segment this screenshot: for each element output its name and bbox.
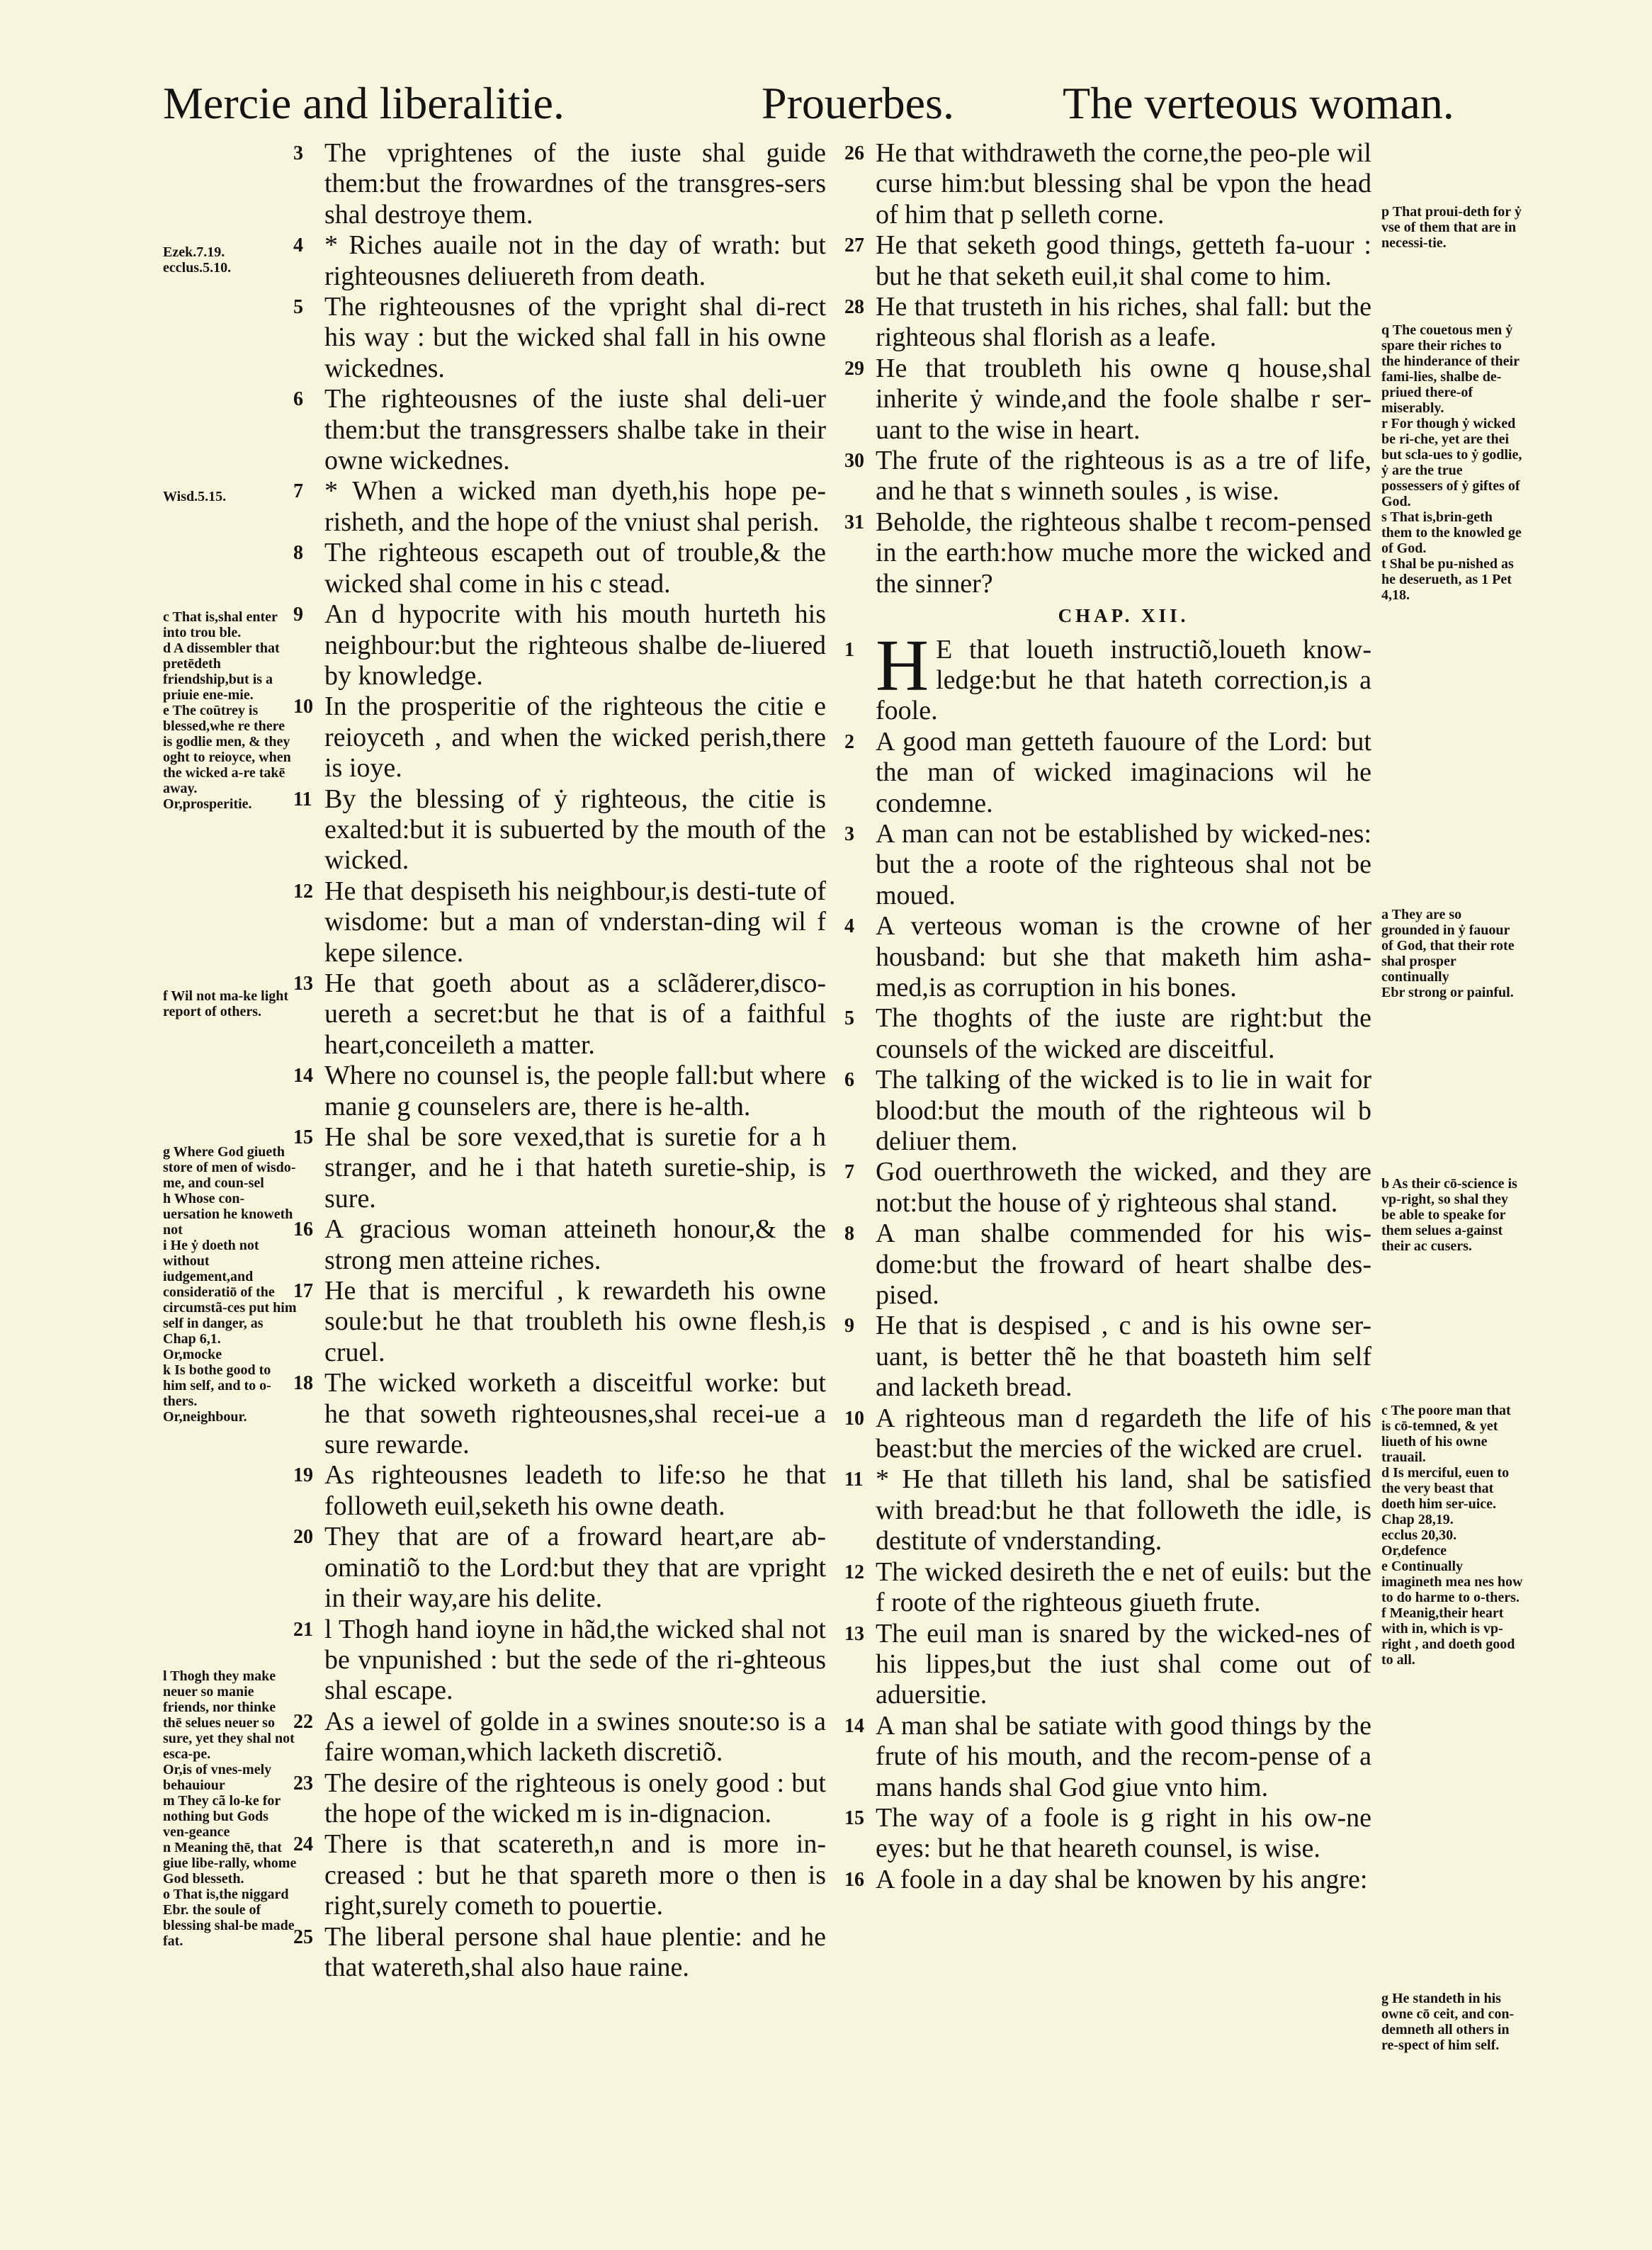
verse-number: 6 [844, 1069, 854, 1092]
margin-note: p That proui-deth for ẏ vse of them that are in necessi-tie. [1381, 204, 1522, 251]
verse-number: 29 [844, 357, 864, 380]
verse-number: 26 [844, 142, 864, 164]
verse [293, 1829, 826, 1921]
verse-number: 16 [844, 1868, 864, 1891]
running-head-left: Mercie and liberalitie. [163, 78, 565, 128]
verse [293, 538, 826, 599]
running-head-book: Prouerbes. [762, 78, 954, 128]
verse-text: The talking of the wicked is to lie in wait for blood:but the mouth of the righteous wil b deliuer them. [876, 1065, 1371, 1156]
verse-text: As a iewel of golde in a swines snoute:so is a faire woman,which lacketh discretiõ. [324, 1706, 826, 1768]
verse-text: E that loueth instructiõ,loueth know-ledge:but he that hateth correction,is a foole. [876, 634, 1371, 726]
verse-number: 3 [844, 822, 854, 845]
verse [293, 230, 826, 292]
verse-text: A man shal be satiate with good things by the frute of his mouth, and the recom-pense of a mans hands shal God giue vnto him. [876, 1710, 1371, 1802]
verse-text: He that is despised , c and is his owne ser-uant, is better thẽ he that boasteth him self and lacketh bread. [876, 1311, 1371, 1403]
verse-number: 5 [844, 1007, 854, 1030]
verse-text: He that goeth about as a sclãderer,disco-uereth a secret:but he that is of a faithful heart,conceileth a matter. [324, 968, 826, 1060]
verse [293, 1214, 826, 1276]
verse [293, 1276, 826, 1368]
verse [844, 1556, 1371, 1619]
margin-note: g Where God giueth store of men of wisdo-me, and coun-sel h Whose con-uersation he knoweth not i He ẏ doeth not without iudgement,and consideratiō of the circumstã-ces put him self in danger, as Chap 6,1. Or,mocke k Is bothe good to him self, and to o-thers. Or,neighbour. [163, 1144, 297, 1425]
verse-text: He that withdraweth the corne,the peo-ple wil curse him:but blessing shal be vpon the head of him that p selleth corne. [876, 138, 1371, 230]
margin-note: q The couetous men ẏ spare their riches to the hinderance of their fami-lies, shalbe de-priued there-of miserably. r For though ẏ wicked be ri-che, yet are thei but scla-ues to ẏ godlie, ẏ are the true possessers of ẏ giftes of God. s That is,brin-geth them to the knowled ge of God. t Shal be pu-nished as he deserueth, as 1 Pet 4,18. [1381, 322, 1522, 603]
verse [844, 726, 1371, 819]
verse-number: 7 [293, 480, 303, 503]
verse-text: The euil man is snared by the wicked-nes of his lippes,but the iust shal come out of aduersitie. [876, 1618, 1371, 1710]
text-column-left [293, 138, 826, 1983]
verse-text: * When a wicked man dyeth,his hope pe-risheth, and the hope of the vniust shal perish. [324, 476, 826, 537]
verse-number: 17 [293, 1280, 313, 1303]
verse-number: 7 [844, 1161, 854, 1184]
verse [844, 1403, 1371, 1465]
verse-text: They that are of a froward heart,are ab-ominatiõ to the Lord:but they that are vpright in their way,are his delite. [324, 1522, 826, 1614]
verse-number: 23 [293, 1772, 313, 1794]
margin-note: b As their cō-science is vp-right, so shal they be able to speake for them selues a-gainst their ac cusers. [1381, 1176, 1517, 1254]
verse [293, 1061, 826, 1122]
verse [293, 476, 826, 538]
verse [844, 1710, 1371, 1803]
verse [293, 784, 826, 876]
verse [293, 876, 826, 968]
chapter-12-verses [844, 726, 1371, 1895]
margin-note: c That is,shal enter into trou ble. d A dissembler that pretēdeth friendship,but is a priuie ene-mie. e The coūtrey is blessed,whe re there is godlie men, & they oght to reioyce, when the wicked a-re takē away. Or,prosperitie. [163, 609, 291, 812]
verse-number: 13 [844, 1622, 864, 1645]
verse-text: He that despiseth his neighbour,is desti-tute of wisdome: but a man of vnderstan-ding wil f kepe silence. [324, 876, 826, 968]
verse-number: 22 [293, 1710, 313, 1733]
verse [293, 1122, 826, 1214]
verse-text: * He that tilleth his land, shal be satisfied with bread:but he that followeth the idle, is destitute of vnderstanding. [876, 1464, 1371, 1556]
verse [293, 292, 826, 384]
verse [844, 1864, 1371, 1895]
verse-text: l Thogh hand ioyne in hãd,the wicked shal not be vnpunished : but the sede of the ri-ghteous shal escape. [324, 1614, 826, 1706]
verse-number: 9 [293, 604, 303, 626]
verse [844, 292, 1371, 354]
verse [844, 1157, 1371, 1219]
verse-number: 19 [293, 1464, 313, 1487]
verse [844, 138, 1371, 230]
verse [293, 1921, 826, 1984]
verse-text: The righteous escapeth out of trouble,& the wicked shal come in his c stead. [324, 538, 826, 599]
verse-text: A foole in a day shal be knowen by his angre: [876, 1864, 1368, 1894]
verse-text: The way of a foole is g right in his ow-ne eyes: but he that heareth counsel, is wise. [876, 1802, 1371, 1864]
verse-number: 2 [844, 730, 854, 753]
verse-text: Beholde, the righteous shalbe t recom-pensed in the earth:how muche more the wicked and the sinner? [876, 507, 1371, 599]
verse [293, 1460, 826, 1522]
verse-number: 1 [844, 638, 854, 661]
verse-number: 4 [293, 234, 303, 257]
verse-text: The thoghts of the iuste are right:but the counsels of the wicked are disceitful. [876, 1003, 1371, 1064]
verse-number: 15 [844, 1807, 864, 1829]
verse-number: 27 [844, 234, 864, 257]
verse-text: A gracious woman atteineth honour,& the strong men atteine riches. [324, 1214, 826, 1275]
verse-text: In the prosperitie of the righteous the citie e reioyceth , and when the wicked perish,there is ioye. [324, 691, 826, 784]
verse-text: Where no counsel is, the people fall:but where manie g counselers are, there is he-alth. [324, 1061, 826, 1121]
verse [844, 624, 1371, 727]
verse-number: 14 [293, 1065, 313, 1087]
verse [844, 1618, 1371, 1711]
verse [293, 1614, 826, 1707]
verse-text: He that trusteth in his riches, shal fall: but the righteous shal florish as a leafe. [876, 292, 1371, 353]
verse [293, 1706, 826, 1768]
verse-text: He shal be sore vexed,that is suretie for a h stranger, and he i that hateth suretie-ship, is sure. [324, 1122, 826, 1214]
verse-text: He that troubleth his owne q house,shal inherite ẏ winde,and the foole shalbe r ser-uant to the wise in heart. [876, 353, 1371, 445]
verse-number: 12 [293, 880, 313, 903]
margin-note: f Wil not ma-ke light report of others. [163, 988, 289, 1019]
verse-text: He that seketh good things, getteth fa-uour : but he that seketh euil,it shal come to him. [876, 230, 1371, 291]
margin-note: Ezek.7.19. ecclus.5.10. [163, 244, 232, 276]
verse [293, 1522, 826, 1614]
margin-note: Wisd.5.15. [163, 489, 227, 504]
verse-number: 15 [293, 1126, 313, 1148]
verse [844, 1003, 1371, 1065]
verse-number: 9 [844, 1315, 854, 1338]
verse-text: The righteousnes of the iuste shal deli-uer them:but the transgressers shalbe take in their owne wickednes. [324, 384, 826, 476]
verse-number: 10 [293, 696, 313, 718]
verse-text: An d hypocrite with his mouth hurteth his neighbour:but the righteous shalbe de-liuered by knowledge. [324, 599, 826, 691]
verse-number: 13 [293, 972, 313, 995]
verse-text: He that is merciful , k rewardeth his owne soule:but he that troubleth his owne flesh,is cruel. [324, 1276, 826, 1367]
verse [844, 507, 1371, 599]
verse [844, 1065, 1371, 1157]
verse-text: A verteous woman is the crowne of her housband: but she that maketh him asha-med,is as corruption in his bones. [876, 911, 1371, 1002]
verse [844, 911, 1371, 1003]
verse-number: 30 [844, 450, 864, 473]
chapter-11-verses [844, 138, 1371, 599]
verse [293, 1368, 826, 1460]
verse [844, 1219, 1371, 1311]
verse-text: God ouerthroweth the wicked, and they are not:but the house of ẏ righteous shal stand. [876, 1157, 1371, 1218]
verse-number: 25 [293, 1926, 313, 1948]
verse-number: 16 [293, 1219, 313, 1241]
verse [844, 1802, 1371, 1865]
verse-number: 28 [844, 296, 864, 319]
verse [293, 384, 826, 476]
verse-number: 21 [293, 1618, 313, 1641]
verse [293, 1768, 826, 1830]
verse-number: 18 [293, 1372, 313, 1395]
verse [293, 691, 826, 784]
verse-number: 14 [844, 1714, 864, 1737]
verse [293, 968, 826, 1061]
verse-text: The wicked worketh a disceitful worke: but he that soweth righteousnes,shal recei-ue a sure rewarde. [324, 1368, 826, 1460]
margin-note: l Thogh they make neuer so manie friends, nor thinke thē selues neuer so sure, yet they shal not esca-pe. Or,is of vnes-mely behauiour m They cã lo-ke for nothing but Gods ven-geance n Meaning thē, that giue libe-rally, whome God blesseth. o That is,the niggard Ebr. the soule of blessing shal-be made fat. [163, 1668, 297, 1949]
verse-text: A man can not be established by wicked-nes: but the a roote of the righteous shal not be moued. [876, 818, 1371, 910]
verse [844, 446, 1371, 507]
verse-number: 10 [844, 1407, 864, 1430]
verse-number: 11 [844, 1469, 864, 1491]
verse-number: 11 [293, 788, 312, 810]
verse-text: The desire of the righteous is onely good : but the hope of the wicked m is in-dignacion. [324, 1768, 826, 1828]
verse-number: 5 [293, 296, 303, 319]
verse-text: As righteousnes leadeth to life:so he that followeth euil,seketh his owne death. [324, 1460, 826, 1521]
verse-text: The frute of the righteous is as a tre of life, and he that s winneth soules , is wise. [876, 446, 1371, 507]
verse-number: 6 [293, 388, 303, 411]
verse-text: A good man getteth fauoure of the Lord: but the man of wicked imaginacions wil he condemne. [876, 726, 1371, 818]
verse-text: A righteous man d regardeth the life of his beast:but the mercies of the wicked are cruel. [876, 1403, 1371, 1464]
text-column-right [844, 138, 1371, 1895]
verse-number: 4 [844, 915, 854, 938]
verse [844, 230, 1371, 292]
verse [293, 599, 826, 691]
verse [844, 1311, 1371, 1403]
verse-text: The liberal persone shal haue plentie: and he that watereth,shal also haue raine. [324, 1921, 826, 1982]
verse-number: 8 [293, 542, 303, 565]
verse-number: 8 [844, 1223, 854, 1245]
chapter-heading: CHAP. XII. [1058, 605, 1189, 627]
verse-number: 20 [293, 1526, 313, 1549]
margin-note: a They are so grounded in ẏ fauour of God, that their rote shal prosper continually Ebr strong or painful. [1381, 907, 1515, 1000]
verse [844, 353, 1371, 446]
margin-note: c The poore man that is cō-temned, & yet liueth of his owne trauail. d Is merciful, euen to the very beast that doeth him ser-uice. Chap 28,19. ecclus 20,30. Or,defence e Continually imagineth mea nes how to do harme to o-thers. f Meanig,their heart with in, which is vp-right , and doeth good to all. [1381, 1403, 1523, 1668]
margin-note: g He standeth in his owne cō ceit, and con-demneth all others in re-spect of him self. [1381, 1991, 1515, 2053]
verse-text: By the blessing of ẏ righteous, the citie is exalted:but it is subuerted by the mouth of the wicked. [324, 784, 826, 876]
verse-number: 31 [844, 511, 864, 533]
verse [293, 138, 826, 230]
verse-number: 24 [293, 1833, 313, 1856]
drop-cap: H [876, 624, 929, 706]
verse-text: The righteousnes of the vpright shal di-rect his way : but the wicked shal fall in his owne wickednes. [324, 292, 826, 383]
verse-text: The wicked desireth the e net of euils: but the f roote of the righteous giueth frute. [876, 1556, 1371, 1618]
verse-text: The vprightenes of the iuste shal guide them:but the frowardnes of the transgres-sers shal destroye them. [324, 138, 826, 230]
verse-number: 12 [844, 1561, 864, 1583]
running-head-right: The verteous woman. [1063, 78, 1454, 128]
verse [844, 818, 1371, 911]
verse [844, 1464, 1371, 1556]
verse-text: * Riches auaile not in the day of wrath: but righteousnes deliuereth from death. [324, 230, 826, 291]
verse-text: A man shalbe commended for his wis-dome:but the froward of heart shalbe des-pised. [876, 1219, 1371, 1311]
verse-text: There is that scatereth,n and is more in-creased : but he that spareth more o then is right,surely cometh to pouertie. [324, 1829, 826, 1921]
verse-number: 3 [293, 142, 303, 164]
